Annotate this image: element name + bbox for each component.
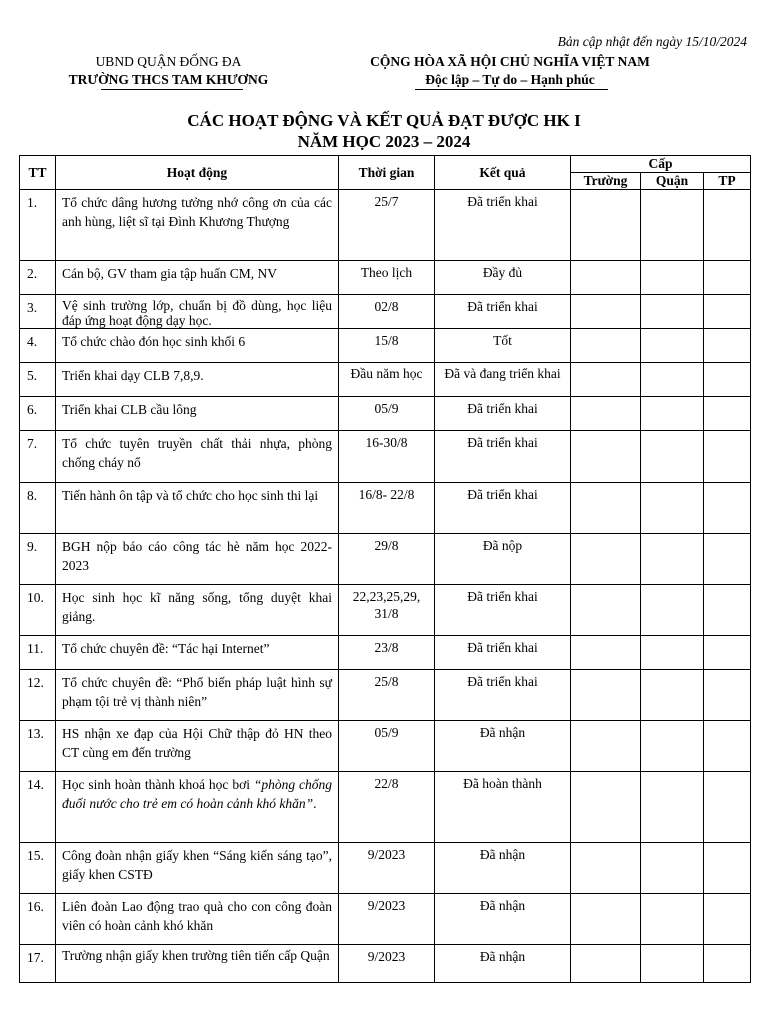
row-level-district	[641, 670, 704, 721]
row-activity: Tổ chức chào đón học sinh khối 6	[56, 329, 339, 363]
row-time: 9/2023	[339, 843, 435, 894]
header-level: Cấp	[571, 156, 751, 173]
row-time: 9/2023	[339, 945, 435, 983]
row-activity: Vệ sinh trường lớp, chuẩn bị đồ dùng, học liệu đáp ứng hoạt động dạy học.	[56, 295, 339, 329]
row-time: 05/9	[339, 397, 435, 431]
row-level-city	[704, 363, 751, 397]
header-result: Kết quả	[435, 156, 571, 190]
row-level-district	[641, 483, 704, 534]
row-level-district	[641, 295, 704, 329]
row-level-city	[704, 431, 751, 483]
row-level-school	[571, 295, 641, 329]
row-result: Đã hoàn thành	[435, 772, 571, 843]
row-level-district	[641, 585, 704, 636]
row-time: 22/8	[339, 772, 435, 843]
row-result: Đã nhận	[435, 894, 571, 945]
title-line-2: NĂM HỌC 2023 – 2024	[297, 132, 471, 151]
row-level-district	[641, 945, 704, 983]
row-level-city	[704, 190, 751, 261]
row-number: 5.	[20, 363, 56, 397]
row-level-school	[571, 945, 641, 983]
row-time: Đầu năm học	[339, 363, 435, 397]
row-number: 16.	[20, 894, 56, 945]
header-tt: TT	[20, 156, 56, 190]
row-level-school	[571, 636, 641, 670]
row-result: Đã triển khai	[435, 397, 571, 431]
table-row	[20, 945, 751, 983]
row-level-district	[641, 721, 704, 772]
row-level-district	[641, 261, 704, 295]
table-row	[20, 721, 751, 772]
table-row	[20, 843, 751, 894]
row-number: 10.	[20, 585, 56, 636]
row-level-school	[571, 483, 641, 534]
row-result: Đã và đang triển khai	[435, 363, 571, 397]
row-level-school	[571, 894, 641, 945]
row-level-district	[641, 329, 704, 363]
activity-text: Học sinh hoàn thành khoá học bơi	[62, 777, 254, 792]
motto: Độc lập – Tự do – Hạnh phúc	[425, 72, 595, 87]
header-activity: Hoạt động	[56, 156, 339, 190]
row-level-city	[704, 772, 751, 843]
table-row	[20, 894, 751, 945]
row-activity: Tổ chức tuyên truyền chất thải nhựa, phòng chống cháy nổ	[56, 431, 339, 483]
row-level-district	[641, 363, 704, 397]
row-activity: Tổ chức dâng hương tưởng nhớ công ơn của các anh hùng, liệt sĩ tại Đình Khương Thượng	[56, 190, 339, 261]
header-level-district: Quận	[641, 173, 704, 190]
row-result: Đã triển khai	[435, 431, 571, 483]
row-number: 9.	[20, 534, 56, 585]
table-row	[20, 190, 751, 261]
row-result: Tốt	[435, 329, 571, 363]
row-time: 25/7	[339, 190, 435, 261]
row-time: 25/8	[339, 670, 435, 721]
row-level-city	[704, 636, 751, 670]
row-result: Đầy đủ	[435, 261, 571, 295]
row-result: Đã triển khai	[435, 295, 571, 329]
row-time: 16-30/8	[339, 431, 435, 483]
row-time: 22,23,25,29, 31/8	[339, 585, 435, 636]
row-time: 05/9	[339, 721, 435, 772]
row-level-school	[571, 670, 641, 721]
row-activity: Tổ chức chuyên đề: “Tác hại Internet”	[56, 636, 339, 670]
row-activity: Trường nhận giấy khen trường tiên tiến cấp Quận	[56, 945, 339, 983]
row-level-school	[571, 329, 641, 363]
national-motto	[330, 53, 690, 89]
row-activity: Tiến hành ôn tập và tổ chức cho học sinh thi lại	[56, 483, 339, 534]
issuing-authority	[46, 53, 291, 89]
row-result: Đã nộp	[435, 534, 571, 585]
row-level-city	[704, 945, 751, 983]
row-number: 11.	[20, 636, 56, 670]
row-number: 6.	[20, 397, 56, 431]
row-level-school	[571, 534, 641, 585]
row-level-city	[704, 397, 751, 431]
row-number: 13.	[20, 721, 56, 772]
row-number: 15.	[20, 843, 56, 894]
row-activity: BGH nộp báo cáo công tác hè năm học 2022-2023	[56, 534, 339, 585]
row-level-school	[571, 772, 641, 843]
row-level-district	[641, 190, 704, 261]
table-row	[20, 585, 751, 636]
row-result: Đã triển khai	[435, 483, 571, 534]
header-time: Thời gian	[339, 156, 435, 190]
row-level-school	[571, 363, 641, 397]
row-activity: HS nhận xe đạp của Hội Chữ thập đỏ HN theo CT cùng em đến trường	[56, 721, 339, 772]
row-time: 23/8	[339, 636, 435, 670]
school-underline	[101, 89, 243, 90]
table-row	[20, 483, 751, 534]
row-number: 12.	[20, 670, 56, 721]
row-level-city	[704, 585, 751, 636]
row-activity: Tổ chức chuyên đề: “Phổ biến pháp luật hình sự phạm tội trẻ vị thành niên”	[56, 670, 339, 721]
row-level-city	[704, 483, 751, 534]
activity-suffix: .	[313, 796, 317, 811]
table-row	[20, 772, 751, 843]
row-result: Đã nhận	[435, 945, 571, 983]
district-name: UBND QUẬN ĐỐNG ĐA	[95, 54, 242, 69]
row-time: 16/8- 22/8	[339, 483, 435, 534]
row-level-school	[571, 721, 641, 772]
row-activity: Học sinh học kĩ năng sống, tổng duyệt khai giảng.	[56, 585, 339, 636]
row-result: Đã triển khai	[435, 190, 571, 261]
row-time: 29/8	[339, 534, 435, 585]
row-number: 8.	[20, 483, 56, 534]
table-row	[20, 397, 751, 431]
row-level-school	[571, 431, 641, 483]
header-level-city: TP	[704, 173, 751, 190]
row-level-city	[704, 261, 751, 295]
table-row	[20, 329, 751, 363]
row-level-school	[571, 397, 641, 431]
row-level-district	[641, 534, 704, 585]
document-title	[0, 110, 768, 152]
update-note: Bản cập nhật đến ngày 15/10/2024	[557, 34, 747, 49]
row-time: 15/8	[339, 329, 435, 363]
row-number: 7.	[20, 431, 56, 483]
row-level-school	[571, 261, 641, 295]
table-row	[20, 261, 751, 295]
title-line-1: CÁC HOẠT ĐỘNG VÀ KẾT QUẢ ĐẠT ĐƯỢC HK I	[187, 111, 581, 130]
school-name: TRƯỜNG THCS TAM KHƯƠNG	[68, 72, 269, 87]
row-number: 17.	[20, 945, 56, 983]
row-level-city	[704, 295, 751, 329]
row-number: 4.	[20, 329, 56, 363]
table-row	[20, 363, 751, 397]
table-row	[20, 295, 751, 329]
row-time: Theo lịch	[339, 261, 435, 295]
row-level-district	[641, 431, 704, 483]
row-number: 3.	[20, 295, 56, 329]
row-result: Đã triển khai	[435, 585, 571, 636]
row-level-district	[641, 843, 704, 894]
table-row	[20, 670, 751, 721]
header-level-school: Trường	[571, 173, 641, 190]
table-row	[20, 534, 751, 585]
row-result: Đã nhận	[435, 843, 571, 894]
row-activity: Cán bộ, GV tham gia tập huấn CM, NV	[56, 261, 339, 295]
row-level-district	[641, 636, 704, 670]
row-level-school	[571, 843, 641, 894]
motto-underline	[415, 89, 608, 90]
table-row	[20, 636, 751, 670]
row-level-school	[571, 190, 641, 261]
table-row	[20, 431, 751, 483]
row-number: 2.	[20, 261, 56, 295]
row-activity: Công đoàn nhận giấy khen “Sáng kiến sáng tạo”, giấy khen CSTĐ	[56, 843, 339, 894]
country-name: CỘNG HÒA XÃ HỘI CHỦ NGHĨA VIỆT NAM	[370, 54, 650, 69]
row-level-district	[641, 894, 704, 945]
row-time: 02/8	[339, 295, 435, 329]
row-level-city	[704, 894, 751, 945]
row-level-district	[641, 397, 704, 431]
row-activity: Triển khai dạy CLB 7,8,9.	[56, 363, 339, 397]
row-level-city	[704, 329, 751, 363]
row-number: 14.	[20, 772, 56, 843]
row-level-district	[641, 772, 704, 843]
row-time: 9/2023	[339, 894, 435, 945]
row-activity: Liên đoàn Lao động trao quà cho con công đoàn viên có hoàn cảnh khó khăn	[56, 894, 339, 945]
row-level-city	[704, 721, 751, 772]
row-activity	[56, 772, 339, 843]
row-result: Đã triển khai	[435, 636, 571, 670]
activities-table	[19, 155, 751, 983]
row-activity: Triển khai CLB cầu lông	[56, 397, 339, 431]
activity-quote: “phòng chống đuối nước cho trẻ em có hoàn cảnh khó khăn”	[62, 777, 333, 811]
row-level-city	[704, 670, 751, 721]
row-level-city	[704, 843, 751, 894]
row-number: 1.	[20, 190, 56, 261]
row-level-school	[571, 585, 641, 636]
row-result: Đã nhận	[435, 721, 571, 772]
row-result: Đã triển khai	[435, 670, 571, 721]
row-level-city	[704, 534, 751, 585]
